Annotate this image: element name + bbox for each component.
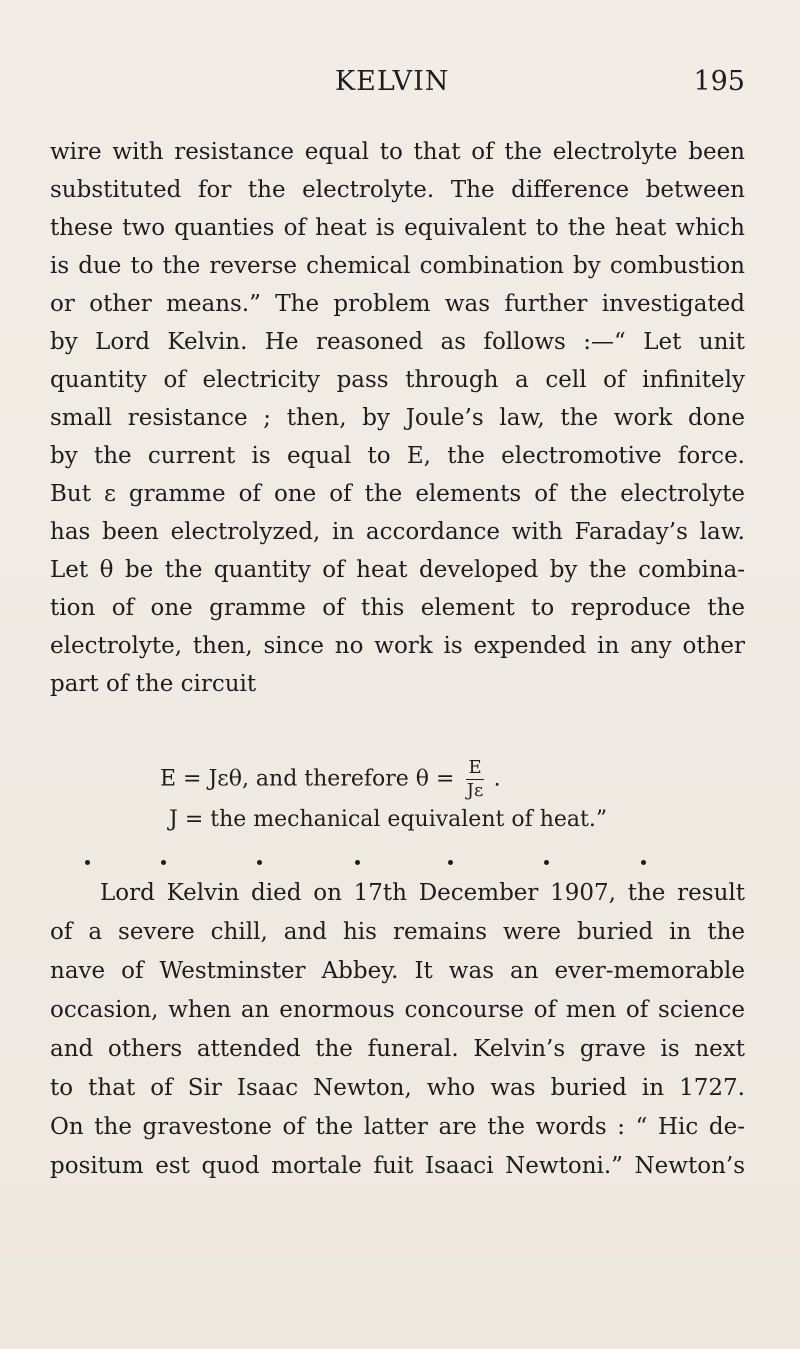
text-line: is due to the reverse chemical combination by combustion xyxy=(50,253,745,279)
body-text xyxy=(50,133,745,1179)
text-line: and others attended the funeral. Kelvin’s grave is next xyxy=(50,1036,745,1062)
fraction xyxy=(465,759,484,800)
text-line: or other means.” The problem was further investigated xyxy=(50,291,745,317)
ellipsis-dots xyxy=(74,858,674,870)
text-line: Let θ be the quantity of heat developed by the combina- xyxy=(50,557,745,583)
ellipsis-dot xyxy=(355,860,360,865)
equation-prefix: E = Jεθ, and therefore θ = xyxy=(160,766,455,792)
text-line: But ε gramme of one of the elements of the electrolyte xyxy=(50,481,745,507)
paragraph-1 xyxy=(50,133,745,703)
equation-energy xyxy=(50,759,745,800)
text-line: by the current is equal to E, the electromotive force. xyxy=(50,443,745,469)
text-line: by Lord Kelvin. He reasoned as follows :—“ Let unit xyxy=(50,329,745,355)
fraction-numerator: E xyxy=(468,757,482,778)
equation-suffix: . xyxy=(493,766,501,792)
text-line: part of the circuit xyxy=(50,671,257,697)
text-line: quantity of electricity pass through a cell of infinitely xyxy=(50,367,745,393)
text-line: small resistance ; then, by Joule’s law, the work done xyxy=(50,405,745,431)
ellipsis-dot xyxy=(544,860,549,865)
text-line: substituted for the electrolyte. The difference between xyxy=(50,177,745,203)
running-title: KELVIN xyxy=(335,66,450,97)
ellipsis-dot xyxy=(641,860,646,865)
text-line: nave of Westminster Abbey. It was an ever-memorable xyxy=(50,958,745,984)
text-line: wire with resistance equal to that of the electrolyte been xyxy=(50,139,745,165)
text-line: of a severe chill, and his remains were buried in the xyxy=(50,919,745,945)
text-line: these two quanties of heat is equivalent to the heat which xyxy=(50,215,745,241)
text-line: electrolyte, then, since no work is expended in any other xyxy=(50,633,745,659)
running-head xyxy=(50,66,745,100)
ellipsis-dot xyxy=(85,860,90,865)
text-line: positum est quod mortale fuit Isaaci Newtoni.” Newton’s xyxy=(50,1153,745,1179)
text-line: tion of one gramme of this element to reproduce the xyxy=(50,595,745,621)
text-line: has been electrolyzed, in accordance with Faraday’s law. xyxy=(50,519,745,545)
text-line: Lord Kelvin died on 17th December 1907, the result xyxy=(100,880,745,906)
ellipsis-dot xyxy=(161,860,166,865)
ellipsis-dot xyxy=(448,860,453,865)
equation-definition: J = the mechanical equivalent of heat.” xyxy=(169,807,608,832)
text-line: occasion, when an enormous concourse of men of science xyxy=(50,997,745,1023)
paragraph-2 xyxy=(50,874,745,1186)
fraction-denominator: Jε xyxy=(466,780,484,801)
text-line: On the gravestone of the latter are the words : “ Hic de- xyxy=(50,1114,745,1140)
ellipsis-dot xyxy=(257,860,262,865)
text-line: to that of Sir Isaac Newton, who was buried in 1727. xyxy=(50,1075,745,1101)
page-number: 195 xyxy=(693,66,745,97)
